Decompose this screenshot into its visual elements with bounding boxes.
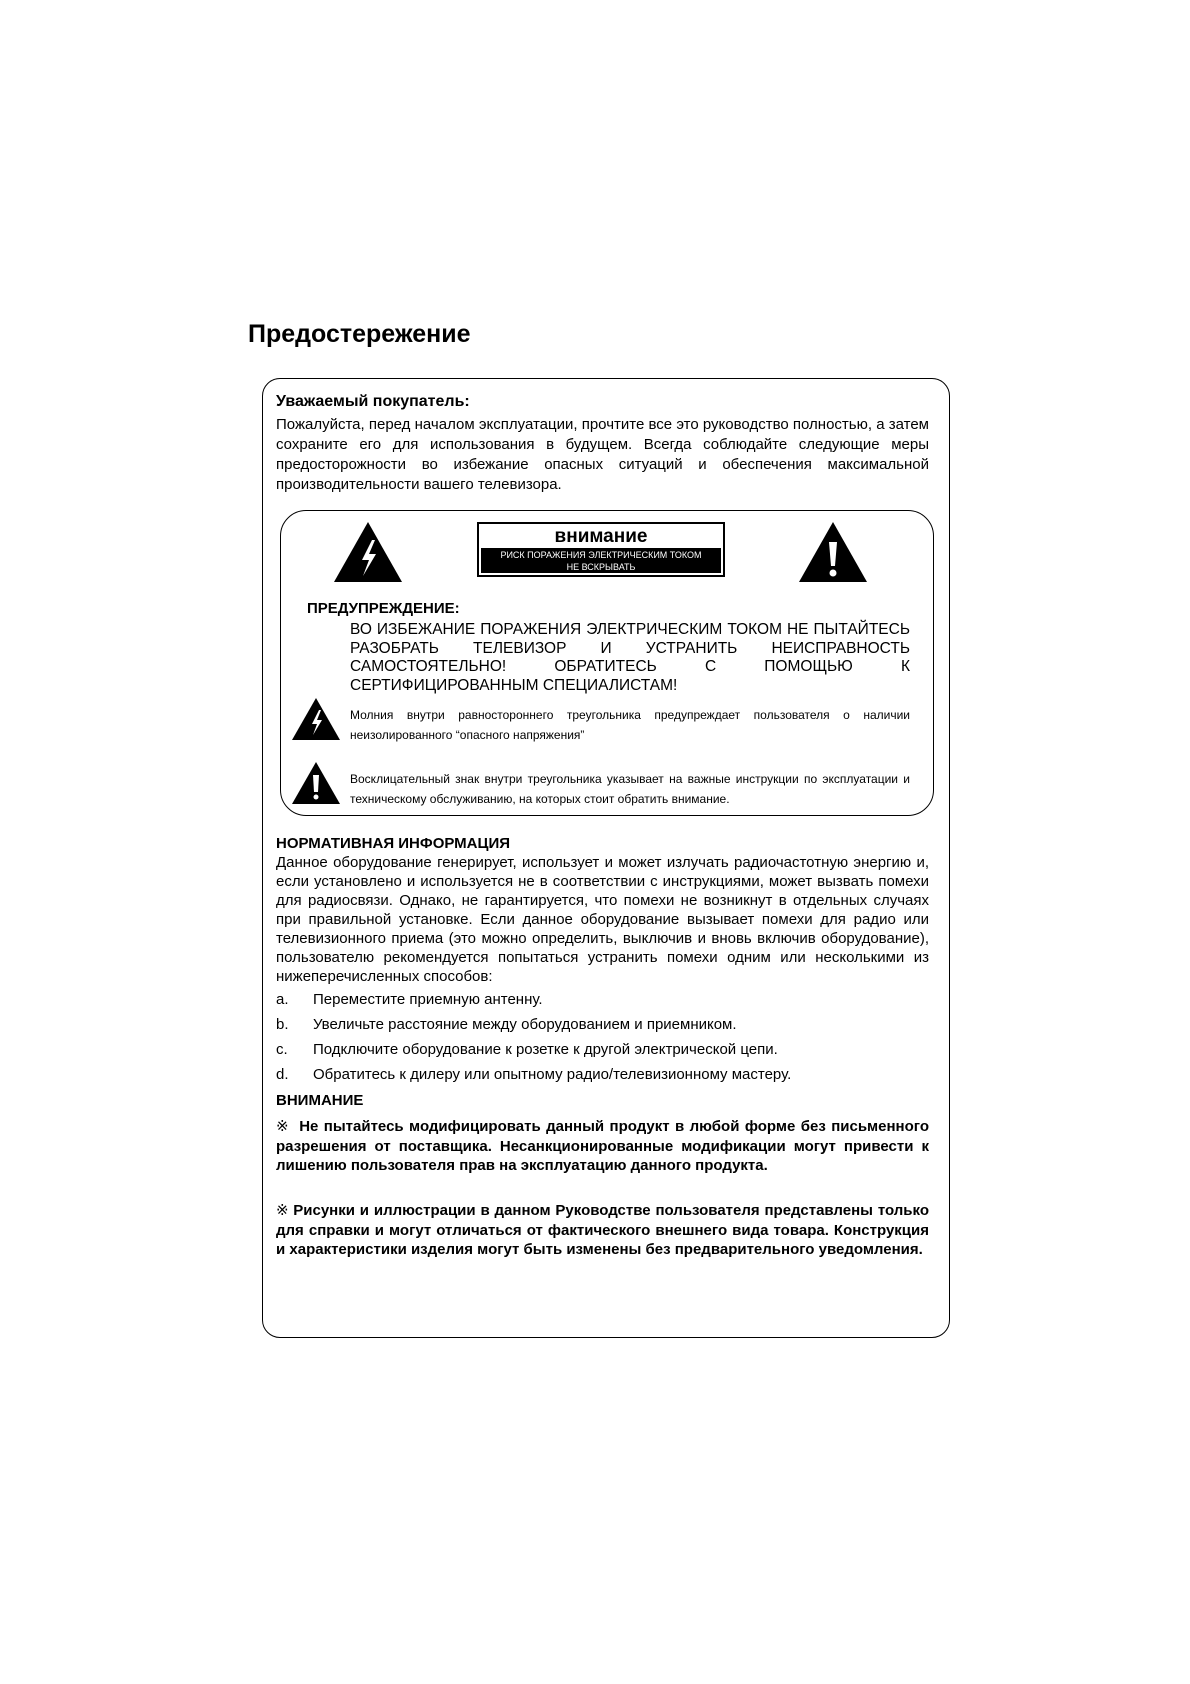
attention-paragraph-2 xyxy=(276,1201,929,1260)
exclamation-note: Восклицательный знак внутри треугольника указывает на важные инструкции по эксплуатации и техническому обслуживанию, на которых стоит обратить внимание. xyxy=(350,772,910,806)
list-item-letter: a. xyxy=(276,991,289,1008)
page-title: Предостережение xyxy=(248,320,471,348)
caution-label xyxy=(477,522,725,577)
caution-strip xyxy=(481,548,721,573)
list-item-letter: b. xyxy=(276,1016,289,1033)
greeting-title: Уважаемый покупатель: xyxy=(276,393,470,410)
attention-paragraph-1 xyxy=(276,1117,929,1176)
lightning-triangle-icon xyxy=(291,697,341,741)
list-item xyxy=(276,1065,916,1094)
warning-panel xyxy=(280,510,934,816)
exclamation-warning-icon xyxy=(797,520,869,584)
attention-heading: ВНИМАНИЕ xyxy=(276,1092,364,1109)
regulatory-heading: НОРМАТИВНАЯ ИНФОРМАЦИЯ xyxy=(276,835,511,852)
reference-mark-icon: ※ xyxy=(276,1118,290,1135)
reference-mark-icon: ※ xyxy=(276,1202,290,1219)
caution-word: внимание xyxy=(554,526,648,547)
caution-line-1: РИСК ПОРАЖЕНИЯ ЭЛЕКТРИЧЕСКИМ ТОКОМ xyxy=(500,550,702,560)
lightning-note: Молния внутри равностороннего треугольника предупреждает пользователя о наличии неизолированного “опасного напряжения” xyxy=(350,708,910,742)
lightning-warning-icon xyxy=(332,520,404,584)
list-item-letter: d. xyxy=(276,1066,289,1083)
list-item-text: Подключите оборудование к розетке к другой электрической цепи. xyxy=(313,1041,778,1058)
greeting-text: Пожалуйста, перед началом эксплуатации, прочтите все это руководство полностью, а затем сохраните его для использования в будущем. Всегда соблюдайте следующие меры предосторожности во избежание опасных ситуаций и обеспечения максимальной производительности вашего телевизора. xyxy=(276,416,929,493)
list-item-text: Увеличьте расстояние между оборудованием и приемником. xyxy=(313,1016,737,1033)
caution-frame xyxy=(262,378,950,1338)
list-item xyxy=(276,1040,916,1065)
regulatory-text: Данное оборудование генерирует, использует и может излучать радиочастотную энергию и, если установлено и используется не в соответствии с инструкциями, может вызвать помехи для радиосвязи. Однако, не гарантируется, что помехи не возникнут в отдельных случаях при правильной установке. Если данное оборудование вызывает помехи для радио или телевизионного приема (это можно определить, выключив и вновь включив оборудование), пользователю рекомендуется попытаться устранить помехи одним или несколькими из нижеперечисленных способов: xyxy=(276,854,929,985)
warning-text: ВО ИЗБЕЖАНИЕ ПОРАЖЕНИЯ ЭЛЕКТРИЧЕСКИМ ТОКОМ НЕ ПЫТАЙТЕСЬ РАЗОБРАТЬ ТЕЛЕВИЗОР И УСТРАНИТЬ НЕИСПРАВНОСТЬ САМОСТОЯТЕЛЬНО! ОБРАТИТЕСЬ С ПОМОЩЬЮ К СЕРТИФИЦИРОВАННЫМ СПЕЦИАЛИСТАМ! xyxy=(350,621,910,694)
list-item-text: Обратитесь к дилеру или опытному радио/телевизионному мастеру. xyxy=(313,1066,792,1083)
list-item xyxy=(276,1015,916,1040)
list-item-letter: c. xyxy=(276,1041,288,1058)
warning-heading: ПРЕДУПРЕЖДЕНИЕ: xyxy=(307,600,460,617)
list-item-text: Переместите приемную антенну. xyxy=(313,991,543,1008)
caution-line-2: НЕ ВСКРЫВАТЬ xyxy=(566,562,636,572)
remedy-list xyxy=(276,990,916,1094)
attention-text-2: Рисунки и иллюстрации в данном Руководстве пользователя представлены только для справки и могут отличаться от фактического внешнего вида товара. Конструкция и характеристики изделия могут быть изменены без предварительного уведомления. xyxy=(276,1202,929,1258)
attention-text-1: Не пытайтесь модифицировать данный продукт в любой форме без письменного разрешения от поставщика. Несанкционированные модификации могут привести к лишению пользователя прав на эксплуатацию данного продукта. xyxy=(276,1118,929,1174)
exclamation-triangle-icon xyxy=(291,761,341,805)
list-item xyxy=(276,990,916,1015)
